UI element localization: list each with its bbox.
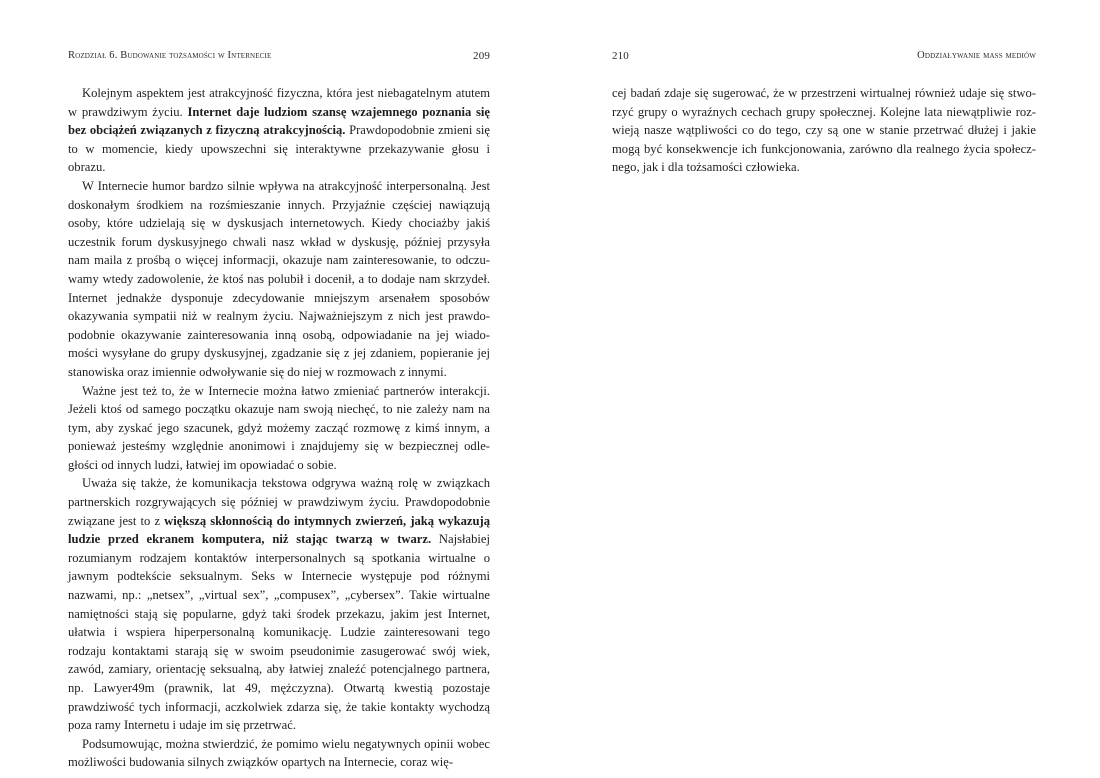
text-segment: Kolejnym aspektem jest atrakcyjność fizyczna, która jest niebagatelnym atutem w prawdziwym życiu. (68, 86, 490, 119)
paragraph (68, 382, 490, 475)
paragraph (68, 474, 490, 734)
right-page (612, 0, 1036, 778)
text-segment: Podsumowując, można stwierdzić, że pomimo wielu negatywnych opinii wobec możliwości budowania silnych związków opartych na Internecie, coraz wię- (68, 736, 490, 770)
text-segment: Ważne jest też to, że w Internecie można łatwo zmieniać partnerów interakcji. Jeżeli ktoś od samego początku okazuje nam swoją niechęć, to nie zależy nam na tym, aby zyskać jego szacunek, gdyż możemy zacząć rozmowę z kimś innym, a ponieważ jesteśmy względnie anonimowi i znajdujemy się w bezpiecznej odległości od innych ludzi, łatwiej im opowiadać o sobie. (68, 383, 490, 472)
bold-text-segment: Internet daje ludziom szansę wzajemnego poznania się bez obciążeń związanych z fizyczną atrakcyjnością. (68, 104, 490, 138)
chapter-title: Rozdział 6. Budowanie tożsamości w Internecie (68, 50, 272, 61)
text-segment: W Internecie humor bardzo silnie wpływa na atrakcyjność interpersonalną. Jest doskonałym środkiem na rozśmieszanie innych. Przyjaźnie częściej nawiązują osoby, które udzielają się w dyskusjach internetowych. Kiedy chociażby jakiś uczestnik forum dyskusyjnego chwali nasz wkład w dyskusję, później przysyła nam maila z prośbą o więcej informacji, okazuje nam zainteresowanie, to odczuwamy wtedy zadowolenie, że ktoś nas polubił i docenił, a to dodaje nam skrzydeł. Internet jednakże dysponuje zdecydowanie mniejszym arsenałem sposobów okazywania sympatii niż w realnym życiu. Najważniejszym z nich jest prawdopodobnie okazywanie zainteresowania inną osobą, odpowiadanie na jej wiadomości wysyłane do grupy dyskusyjnej, zgadzanie się z jej zdaniem, popieranie jej stanowiska oraz imiennie odwoływanie się do niej w rozmowach z innymi. (68, 178, 490, 379)
page-number: 210 (612, 50, 629, 62)
page-body (612, 84, 1036, 177)
running-head (68, 50, 490, 66)
text-segment: Najsłabiej rozumianym rodzajem kontaktów interpersonalnych są spotkania wirtualne o jawnym podtekście seksualnym. Seks w Internecie występuje pod różnymi nazwami, np.: „netsex”, „virtual sex”, „compusex”, „cybersex”. Takie wirtualne namiętności stają się popularne, gdyż taki środek przekazu, jakim jest Internet, ułatwia i wspiera hiperpersonalną komunikację. Ludzie zainteresowani tego rodzaju kontaktami starają się w swoim pseudonimie zasugerować swój wiek, zawód, zamiary, orientację seksualną, aby łatwiej znaleźć potencjalnego partnera, np. Lawyer49m (prawnik, lat 49, mężczyzna). Otwartą kwestią pozostaje prawdziwość tych informacji, aczkolwiek zdarza się, że takie kontakty wychodzą poza ramy Internetu i udaje im się przetrwać. (68, 532, 490, 733)
text-segment: cej badań zdaje się sugerować, że w przestrzeni wirtualnej również udaje się stworzyć grupy o wyraźnych cechach grupy społecznej. Kolejne lata niewątpliwie rozwieją nasze wątpliwości co do tego, czy są one w stanie przetrwać dłużej i jakie mogą być konsekwencje ich funkcjonowania, zarówno dla realnego życia społecznego, jak i dla tożsamości człowieka. (612, 86, 1036, 175)
bold-text-segment: większą skłonnością do intymnych zwierzeń, jaką wykazują ludzie przed ekranem komputera, niż stając twarzą w twarz. (68, 513, 490, 547)
page-number: 209 (473, 50, 490, 62)
page-body (68, 84, 490, 772)
chapter-title: Oddziaływanie mass mediów (917, 50, 1036, 61)
running-head (612, 50, 1036, 66)
paragraph (68, 84, 490, 177)
text-segment: Uważa się także, że komunikacja tekstowa odgrywa ważną rolę w związkach partnerskich rozgrywających się później w prawdziwym życiu. Prawdopodobnie związane jest to z (68, 476, 490, 528)
paragraph (68, 735, 490, 772)
paragraph (68, 177, 490, 382)
left-page (68, 0, 490, 778)
text-segment: Prawdopodobnie zmieni się to w momencie, kiedy upowszechni się interaktywne przekazywanie głosu i obrazu. (68, 123, 491, 175)
paragraph (612, 84, 1036, 177)
